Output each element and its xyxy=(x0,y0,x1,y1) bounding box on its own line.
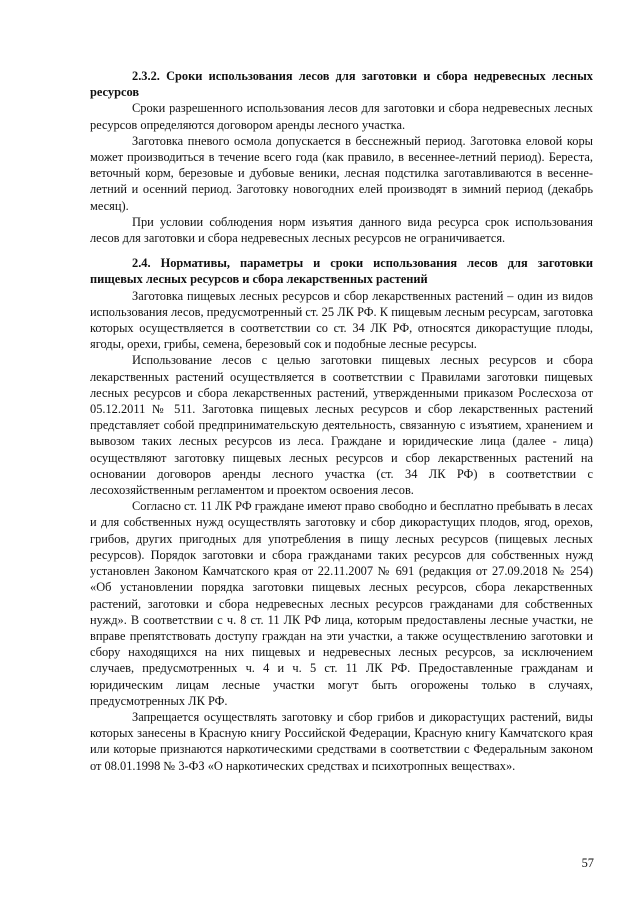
document-page xyxy=(90,68,593,774)
paragraph: Заготовка пневого осмола допускается в бесснежный период. Заготовка еловой коры может производиться в течение всего года (как правило, в весеннее-летний период). Береста, веточный корм, березовые и дубовые веники, лесная подстилка заготавливаются в весенне-летний и осенний период. Заготовку новогодних елей производят в зимний период (декабрь месяц). xyxy=(90,133,593,213)
paragraph: Запрещается осуществлять заготовку и сбор грибов и дикорастущих растений, виды которых занесены в Красную книгу Российской Федерации, Красную книгу Камчатского края или которые признаются наркотическими средствами в соответствии с Федеральным законом от 08.01.1998 № 3-ФЗ «О наркотических средствах и психотропных веществах». xyxy=(90,709,593,773)
paragraph: Сроки разрешенного использования лесов для заготовки и сбора недревесных лесных ресурсов определяются договором аренды лесного участка. xyxy=(90,101,593,132)
paragraph: Согласно ст. 11 ЛК РФ граждане имеют право свободно и бесплатно пребывать в лесах и для собственных нужд осуществлять заготовку и сбор дикорастущих плодов, ягод, орехов, грибов, других пригодных для употребления в пищу лесных ресурсов (пищевых лесных ресурсов). Порядок заготовки и сбора гражданами таких ресурсов для собственных нужд установлен Законом Камчатского края от 22.11.2007 № 691 (редакция от 27.09.2018 № 254) «Об установлении порядка заготовки пищевых лесных ресурсов, сбора лекарственных растений, заготовки и сбора недревесных лесных ресурсов гражданами для собственных нужд». В соответствии с ч. 8 ст. 11 ЛК РФ лица, которым предоставлены лесные участки, не вправе препятствовать доступу граждан на эти участки, а также осуществлению заготовки и сбору находящихся на них пищевых и недревесных лесных ресурсов, за исключением случаев, предусмотренных ч. 4 и ч. 5 ст. 11 ЛК РФ. Предоставленные гражданам и юридическим лицам лесные участки могут быть огорожены только в случаях, предусмотренных ЛК РФ. xyxy=(90,499,593,708)
paragraph: Заготовка пищевых лесных ресурсов и сбор лекарственных растений – один из видов использования лесов, предусмотренный ст. 25 ЛК РФ. К пищевым лесным ресурсам, заготовка которых осуществляется в соответствии со ст. 34 ЛК РФ, относятся дикорастущие плоды, ягоды, орехи, грибы, семена, березовый сок и подобные лесные ресурсы. xyxy=(90,288,593,352)
paragraph: Использование лесов с целью заготовки пищевых лесных ресурсов и сбора лекарственных растений осуществляется в соответствии с Правилами заготовки пищевых лесных ресурсов и сбора лекарственных растений, утвержденными приказом Рослесхоза от 05.12.2011 № 511. Заготовка пищевых лесных ресурсов и сбор лекарственных растений представляет собой предпринимательскую деятельность, связанную с изъятием, хранением и вывозом таких лесных ресурсов из леса. Граждане и юридические лица (далее - лица) осуществляют заготовку пищевых лесных ресурсов и сбор лекарственных растений на основании договоров аренды лесного участка (ст. 34 ЛК РФ) в соответствии с лесохозяйственным регламентом и проектом освоения лесов. xyxy=(90,353,593,498)
section-heading-2-4: 2.4. Нормативы, параметры и сроки использования лесов для заготовки пищевых лесных ресурсов и сбора лекарственных растений xyxy=(90,256,593,287)
page-number: 57 xyxy=(581,856,594,870)
section-heading-2-3-2: 2.3.2. Сроки использования лесов для заготовки и сбора недревесных лесных ресурсов xyxy=(90,69,593,100)
paragraph: При условии соблюдения норм изъятия данного вида ресурса срок использования лесов для заготовки и сбора недревесных лесных ресурсов не ограничивается. xyxy=(90,214,593,246)
